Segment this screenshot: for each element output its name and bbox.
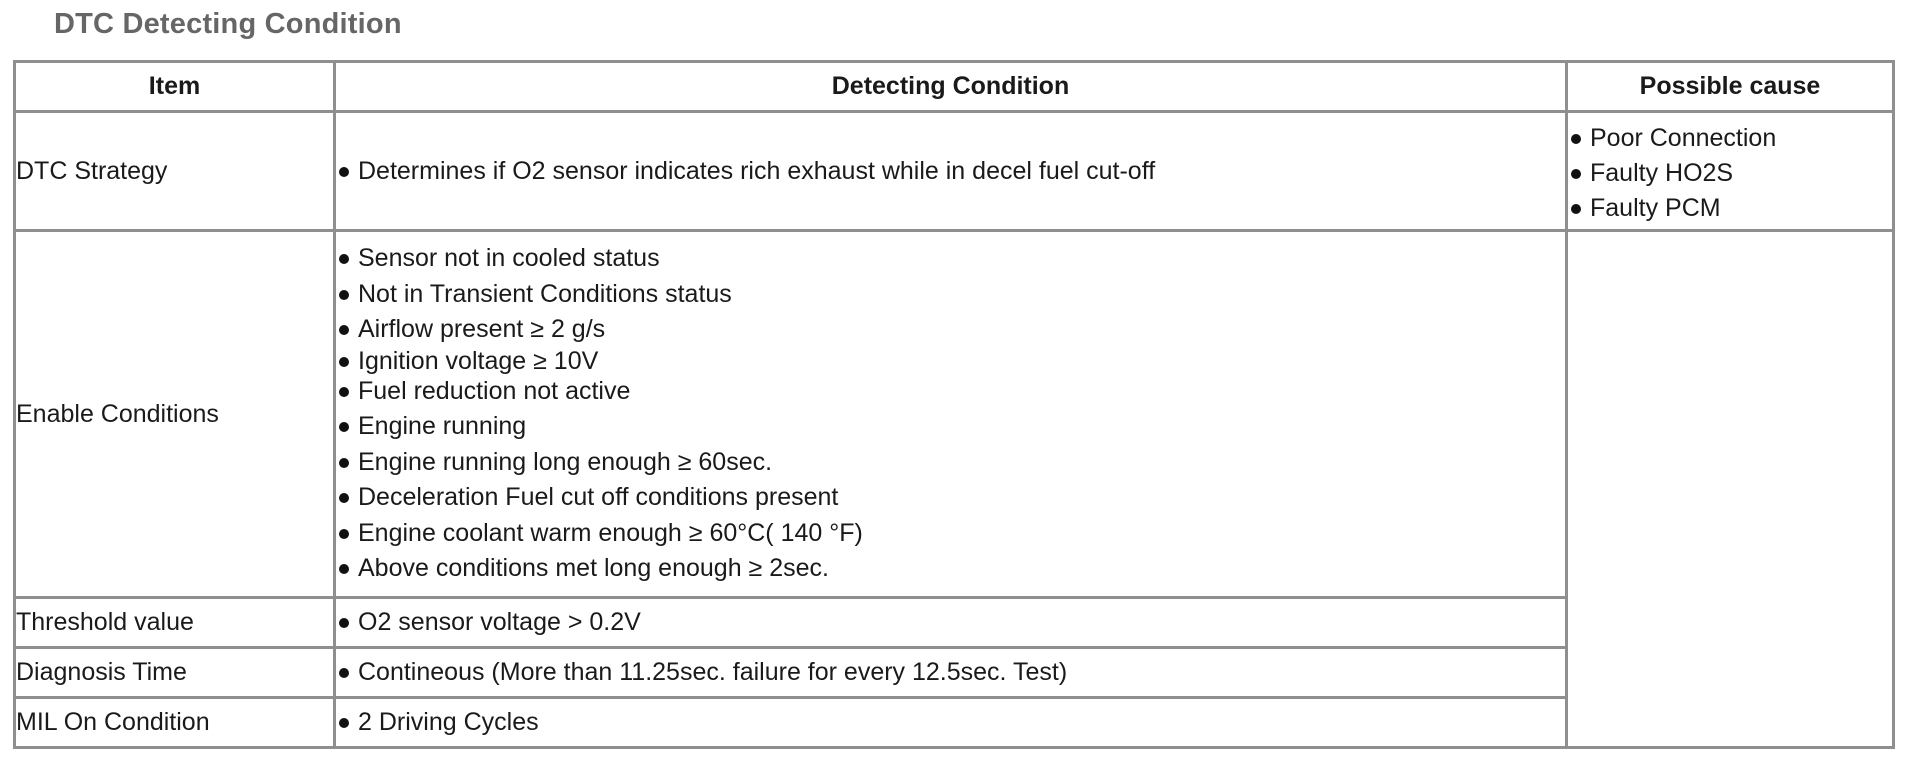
condition-item: Above conditions met long enough ≥ 2sec.: [336, 551, 1565, 587]
section-title: DTC Detecting Condition: [54, 8, 402, 40]
condition-item: Airflow present ≥ 2 g/s: [336, 312, 1565, 348]
cause-list: [1568, 117, 1892, 226]
table-header-row: [15, 62, 1894, 112]
dtc-table: [13, 60, 1895, 749]
cause-item: Faulty PCM: [1568, 191, 1892, 226]
item-cell: Threshold value: [15, 598, 335, 648]
condition-cell: [335, 231, 1567, 598]
item-cell: Enable Conditions: [15, 231, 335, 598]
item-cell: Diagnosis Time: [15, 648, 335, 698]
condition-item: Engine running: [336, 409, 1565, 445]
cause-item: Faulty HO2S: [1568, 156, 1892, 191]
condition-item: Sensor not in cooled status: [336, 241, 1565, 277]
table-row-enable-conditions: [15, 231, 1894, 598]
condition-list: [336, 241, 1565, 587]
condition-item: Engine running long enough ≥ 60sec.: [336, 445, 1565, 481]
condition-item: Engine coolant warm enough ≥ 60°C( 140 °F): [336, 516, 1565, 552]
header-detecting-condition: Detecting Condition: [335, 62, 1567, 112]
header-possible-cause: Possible cause: [1567, 62, 1894, 112]
condition-cell: [335, 648, 1567, 698]
condition-list: [336, 154, 1565, 189]
header-item: Item: [15, 62, 335, 112]
condition-cell: [335, 598, 1567, 648]
condition-item: Fuel reduction not active: [336, 374, 1565, 410]
condition-item: O2 sensor voltage > 0.2V: [336, 605, 1565, 640]
possible-cause-cell: [1567, 112, 1894, 231]
cause-item: Poor Connection: [1568, 121, 1892, 156]
condition-list: [336, 655, 1565, 690]
condition-cell: [335, 112, 1567, 231]
condition-list: [336, 605, 1565, 640]
condition-list: [336, 705, 1565, 740]
table-row-dtc-strategy: [15, 112, 1894, 231]
condition-item: Contineous (More than 11.25sec. failure for every 12.5sec. Test): [336, 655, 1565, 690]
item-cell: DTC Strategy: [15, 112, 335, 231]
condition-item: Ignition voltage ≥ 10V: [336, 348, 1565, 374]
condition-cell: [335, 698, 1567, 748]
condition-item: Not in Transient Conditions status: [336, 277, 1565, 313]
condition-item: 2 Driving Cycles: [336, 705, 1565, 740]
condition-item: Determines if O2 sensor indicates rich exhaust while in decel fuel cut-off: [336, 154, 1565, 189]
item-cell: MIL On Condition: [15, 698, 335, 748]
empty-cause-cell: [1567, 231, 1894, 748]
condition-item: Deceleration Fuel cut off conditions present: [336, 480, 1565, 516]
